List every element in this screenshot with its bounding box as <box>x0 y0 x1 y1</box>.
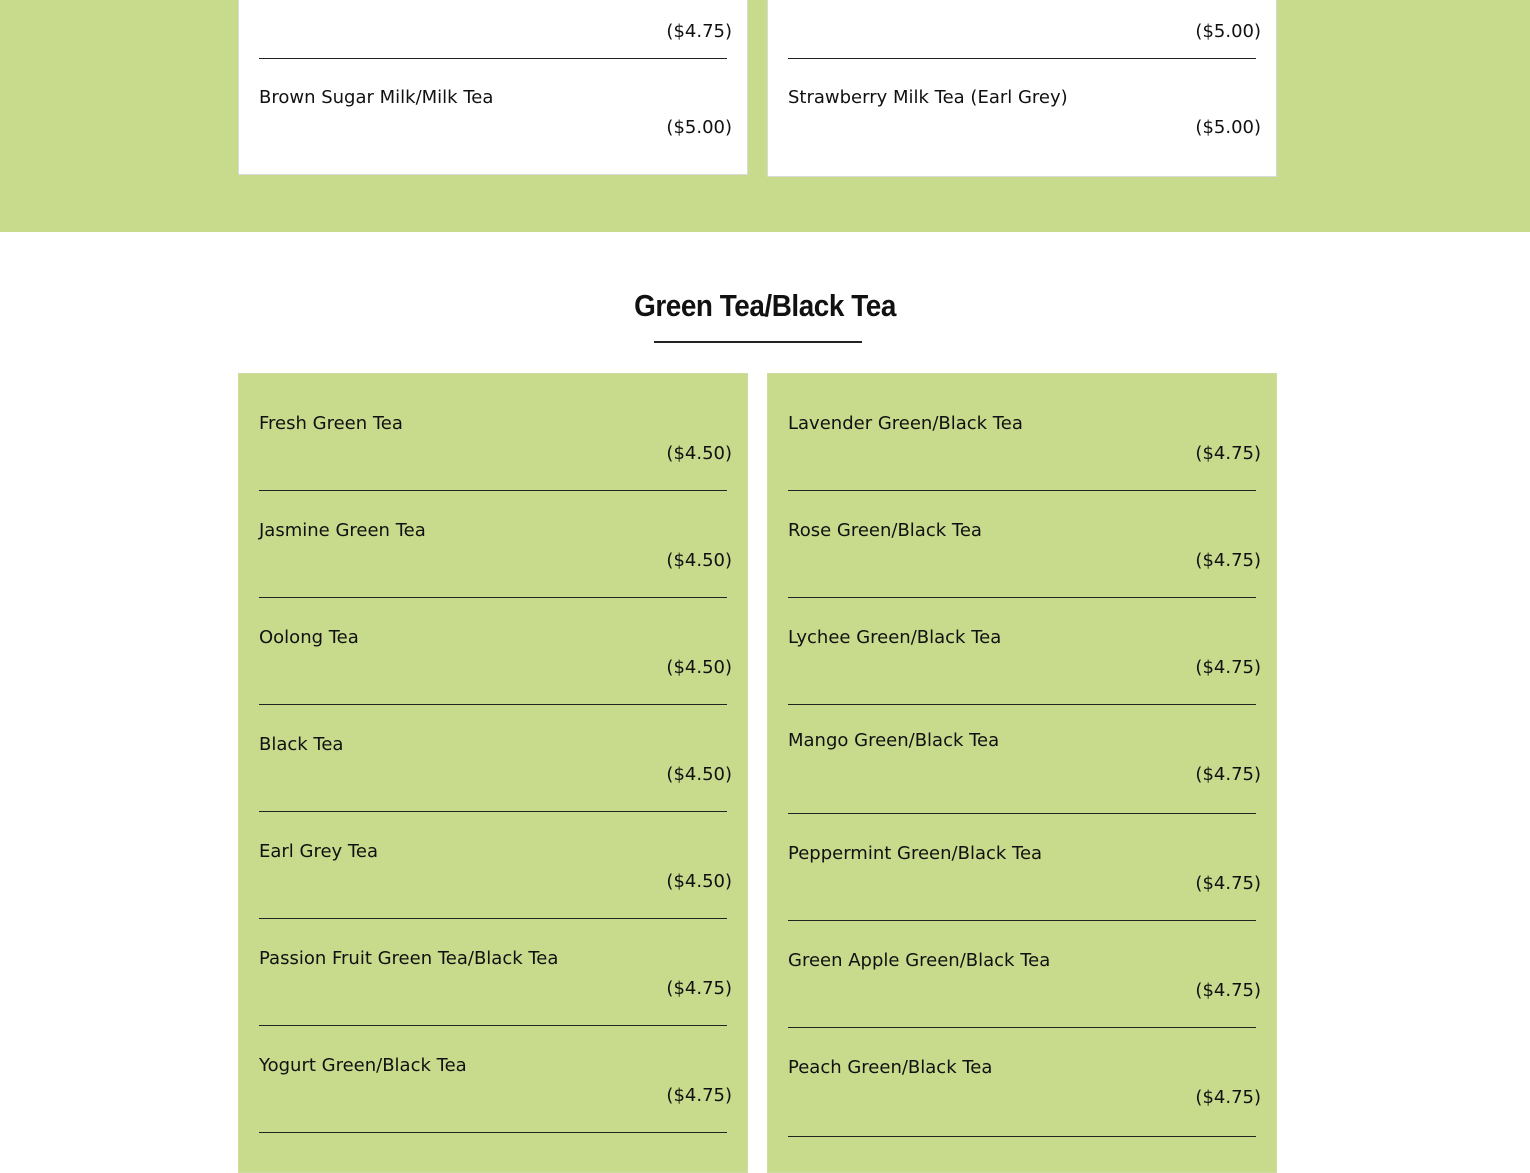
item-name: Lychee Green/Black Tea <box>788 627 1002 648</box>
item-name: Brown Sugar Milk/Milk Tea <box>259 87 494 108</box>
section-title: Green Tea/Black Tea <box>634 288 896 323</box>
item-name: Jasmine Green Tea <box>259 520 426 541</box>
item-price: ($4.75) <box>1195 980 1261 1001</box>
item-price: ($4.50) <box>666 657 732 678</box>
previous-section-band <box>0 0 1530 232</box>
divider <box>788 813 1256 814</box>
item-price: ($5.00) <box>666 117 732 138</box>
divider <box>259 597 727 598</box>
item-name: Lavender Green/Black Tea <box>788 413 1023 434</box>
green-tea-left-card <box>238 373 748 1173</box>
divider <box>788 58 1256 59</box>
divider <box>788 920 1256 921</box>
previous-right-card <box>767 0 1277 177</box>
divider <box>788 1136 1256 1137</box>
divider <box>788 597 1256 598</box>
divider <box>788 704 1256 705</box>
item-price: ($4.75) <box>1195 550 1261 571</box>
item-name: Peach Green/Black Tea <box>788 1057 993 1078</box>
item-name: Fresh Green Tea <box>259 413 403 434</box>
item-name: Passion Fruit Green Tea/Black Tea <box>259 948 559 969</box>
item-price: ($4.50) <box>666 764 732 785</box>
divider <box>259 58 727 59</box>
divider <box>788 490 1256 491</box>
divider <box>259 918 727 919</box>
divider <box>259 1025 727 1026</box>
section-title-underline <box>654 341 862 343</box>
item-name: Yogurt Green/Black Tea <box>259 1055 467 1076</box>
item-price: ($4.50) <box>666 550 732 571</box>
item-price: ($4.50) <box>666 871 732 892</box>
item-price: ($4.75) <box>1195 1087 1261 1108</box>
item-name: Earl Grey Tea <box>259 841 378 862</box>
item-name: Oolong Tea <box>259 627 359 648</box>
item-price: ($4.75) <box>666 1085 732 1106</box>
item-name: Rose Green/Black Tea <box>788 520 982 541</box>
divider <box>259 811 727 812</box>
item-name: Mango Green/Black Tea <box>788 730 1000 751</box>
item-price: ($4.75) <box>666 21 732 42</box>
item-price: ($4.75) <box>1195 764 1261 785</box>
green-tea-right-card <box>767 373 1277 1173</box>
item-name: Green Apple Green/Black Tea <box>788 950 1051 971</box>
previous-left-card <box>238 0 748 175</box>
item-name: Black Tea <box>259 734 344 755</box>
item-price: ($5.00) <box>1195 21 1261 42</box>
divider <box>788 1027 1256 1028</box>
divider <box>259 1132 727 1133</box>
item-price: ($4.75) <box>1195 657 1261 678</box>
item-price: ($4.75) <box>666 978 732 999</box>
divider <box>259 490 727 491</box>
item-name: Strawberry Milk Tea (Earl Grey) <box>788 87 1068 108</box>
item-price: ($4.75) <box>1195 443 1261 464</box>
item-price: ($5.00) <box>1195 117 1261 138</box>
item-price: ($4.50) <box>666 443 732 464</box>
divider <box>259 704 727 705</box>
item-price: ($4.75) <box>1195 873 1261 894</box>
item-name: Peppermint Green/Black Tea <box>788 843 1043 864</box>
